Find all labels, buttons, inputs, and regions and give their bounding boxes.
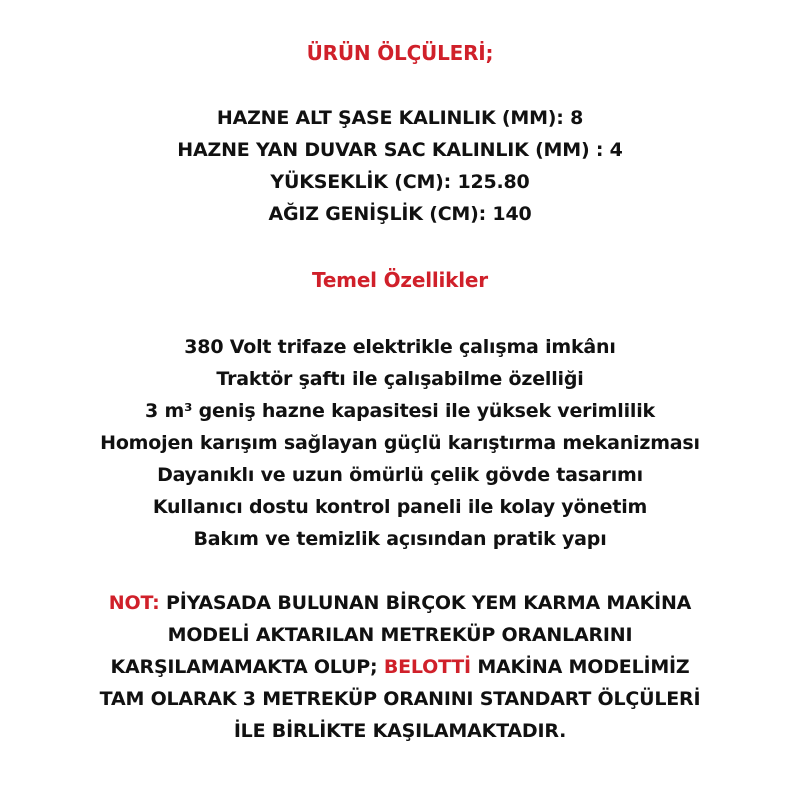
feature-item: Kullanıcı dostu kontrol paneli ile kolay yönetim <box>152 496 648 518</box>
note-label: NOT: <box>108 592 160 614</box>
feature-item: Homojen karışım sağlayan güçlü karıştırma mekanizması <box>100 432 700 454</box>
note-line: MODELİ AKTARILAN METREKÜP ORANLARINI <box>167 624 633 646</box>
feature-item: Bakım ve temizlik açısından pratik yapı <box>193 528 607 550</box>
brand-name: BELOTTİ <box>383 656 471 678</box>
note-line: TAM OLARAK 3 METREKÜP ORANINI STANDART ÖLÇÜLERİ <box>99 688 701 710</box>
dimensions-title: ÜRÜN ÖLÇÜLERİ; <box>306 41 494 65</box>
feature-item: 3 m³ geniş hazne kapasitesi ile yüksek verimlilik <box>145 400 655 422</box>
dimension-item: AĞIZ GENİŞLİK (CM): 140 <box>268 203 532 225</box>
feature-item: Dayanıklı ve uzun ömürlü çelik gövde tasarımı <box>157 464 643 486</box>
note-text: MAKİNA MODELİMİZ <box>477 656 690 678</box>
feature-item: Traktör şaftı ile çalışabilme özelliği <box>216 368 584 390</box>
dimension-item: HAZNE YAN DUVAR SAC KALINLIK (MM) : 4 <box>177 139 623 161</box>
note-line <box>0 588 800 618</box>
note-text: PİYASADA BULUNAN BİRÇOK YEM KARMA MAKİNA <box>166 592 692 614</box>
features-title: Temel Özellikler <box>312 268 488 292</box>
note-line: İLE BİRLİKTE KAŞILAMAKTADIR. <box>233 720 567 742</box>
note-line <box>0 652 800 682</box>
feature-item: 380 Volt trifaze elektrikle çalışma imkânı <box>184 336 616 358</box>
note-text: KARŞILAMAMAKTA OLUP; <box>110 656 378 678</box>
dimension-item: HAZNE ALT ŞASE KALINLIK (MM): 8 <box>216 107 584 129</box>
dimension-item: YÜKSEKLİK (CM): 125.80 <box>270 171 530 193</box>
